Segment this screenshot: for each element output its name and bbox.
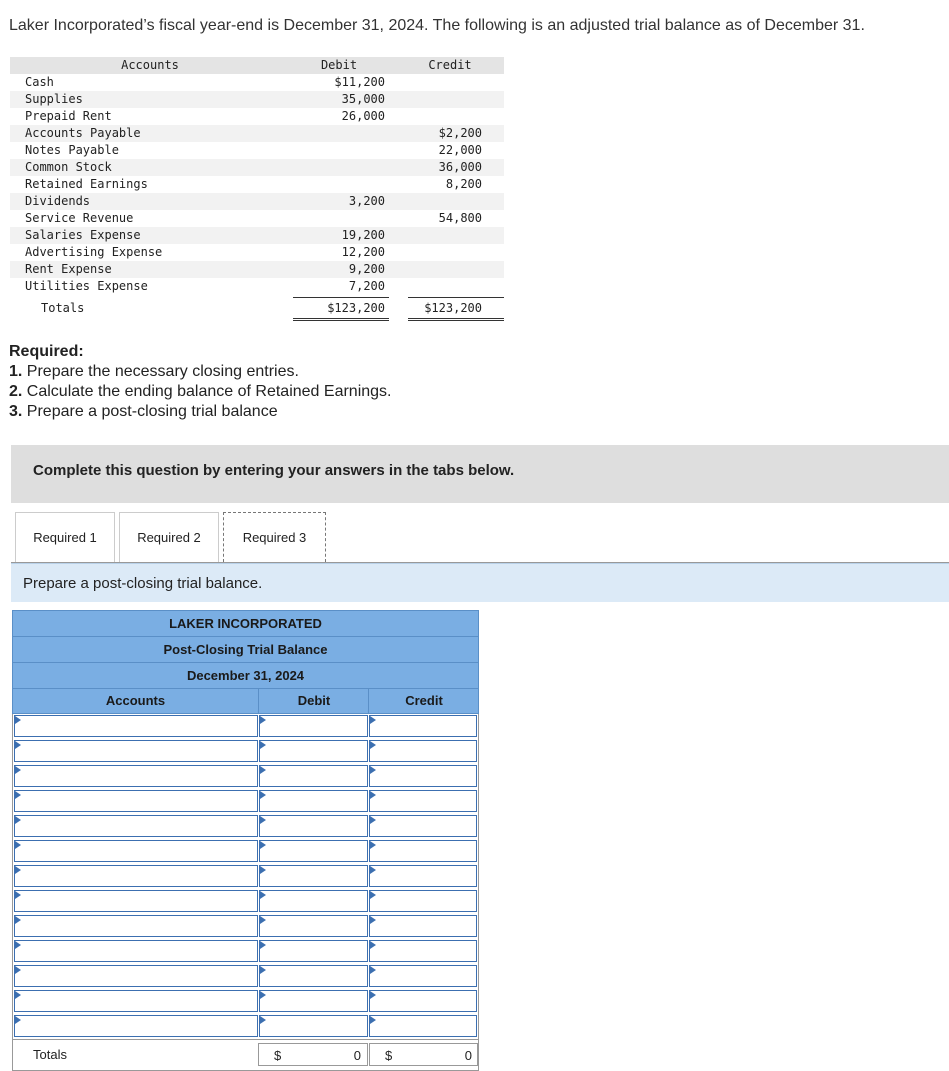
account-select-cell	[14, 990, 258, 1012]
required-section	[9, 342, 391, 422]
debit-input-cell	[259, 765, 368, 787]
debit-input[interactable]	[266, 768, 367, 786]
account-name: Retained Earnings	[25, 177, 148, 191]
debit-input-cell	[259, 840, 368, 862]
instruction-text: Prepare a post-closing trial balance.	[23, 575, 263, 592]
account-name: Service Revenue	[25, 211, 134, 225]
account-name: Rent Expense	[25, 262, 112, 276]
credit-input[interactable]	[376, 993, 476, 1011]
credit-input-cell	[369, 940, 477, 962]
trial-balance-row	[10, 261, 504, 278]
debit-input[interactable]	[266, 968, 367, 986]
credit-amount: 8,200	[445, 177, 482, 191]
debit-input[interactable]	[266, 918, 367, 936]
credit-header: Credit	[428, 58, 472, 72]
debit-amount: 3,200	[348, 194, 385, 208]
debit-input-cell	[259, 715, 368, 737]
worksheet-column-headers	[12, 688, 479, 714]
debit-input-cell	[259, 865, 368, 887]
credit-input[interactable]	[376, 968, 476, 986]
debit-input[interactable]	[266, 843, 367, 861]
trial-balance-row	[10, 125, 504, 142]
account-name: Dividends	[25, 194, 91, 208]
account-select[interactable]	[21, 968, 257, 986]
debit-amount: 35,000	[341, 92, 385, 106]
debit-total: $123,200	[327, 301, 385, 315]
worksheet-date: December 31, 2024	[12, 662, 479, 688]
totals-label: Totals	[41, 301, 85, 315]
tab-required-2[interactable]: Required 2	[119, 512, 219, 562]
debit-total-box	[258, 1043, 368, 1066]
account-select[interactable]	[21, 843, 257, 861]
trial-balance-row	[10, 74, 504, 91]
account-select-cell	[14, 765, 258, 787]
debit-amount: 9,200	[348, 262, 385, 276]
debit-input[interactable]	[266, 718, 367, 736]
worksheet-row	[12, 964, 479, 989]
credit-total: $123,200	[424, 301, 482, 315]
required-item-1: 1. Prepare the necessary closing entries.	[9, 363, 299, 380]
account-select-cell	[14, 740, 258, 762]
account-name: Utilities Expense	[25, 279, 148, 293]
account-select-cell	[14, 940, 258, 962]
credit-input[interactable]	[376, 918, 476, 936]
debit-total-value: 0	[353, 1048, 361, 1063]
debit-input[interactable]	[266, 943, 367, 961]
credit-amount: 22,000	[438, 143, 482, 157]
credit-total-box	[369, 1043, 478, 1066]
worksheet-row	[12, 914, 479, 939]
account-select[interactable]	[21, 768, 257, 786]
account-name: Notes Payable	[25, 143, 119, 157]
debit-input-cell	[259, 915, 368, 937]
credit-input-cell	[369, 765, 477, 787]
account-name: Common Stock	[25, 160, 112, 174]
debit-input-cell	[259, 740, 368, 762]
account-select-cell	[14, 915, 258, 937]
credit-input[interactable]	[376, 793, 476, 811]
worksheet-totals-row	[12, 1039, 479, 1071]
post-closing-worksheet	[12, 610, 479, 1071]
account-select[interactable]	[21, 918, 257, 936]
debit-input-cell	[259, 940, 368, 962]
credit-amount: 54,800	[438, 211, 482, 225]
accounts-column-header: Accounts	[105, 693, 166, 708]
trial-balance-row	[10, 108, 504, 125]
required-item-3: 3. Prepare a post-closing trial balance	[9, 403, 278, 420]
credit-input-cell	[369, 890, 477, 912]
credit-input-cell	[369, 965, 477, 987]
required-item-2: 2. Calculate the ending balance of Retained Earnings.	[9, 383, 392, 400]
debit-input[interactable]	[266, 868, 367, 886]
worksheet-row	[12, 789, 479, 814]
trial-balance-row	[10, 176, 504, 193]
account-select[interactable]	[21, 893, 257, 911]
credit-input-cell	[369, 1015, 477, 1037]
worksheet-row	[12, 989, 479, 1014]
trial-balance-row	[10, 278, 504, 295]
debit-input-cell	[259, 815, 368, 837]
account-select-cell	[14, 890, 258, 912]
intro-text: Laker Incorporated’s fiscal year-end is December 31, 2024. The following is an adjusted trial balance as of December 31.	[9, 17, 865, 34]
tab-required-1[interactable]: Required 1	[15, 512, 115, 562]
account-select[interactable]	[21, 793, 257, 811]
worksheet-row	[12, 839, 479, 864]
credit-input-cell	[369, 865, 477, 887]
debit-amount: $11,200	[334, 75, 385, 89]
credit-input-cell	[369, 840, 477, 862]
trial-balance-row	[10, 227, 504, 244]
credit-input[interactable]	[376, 818, 476, 836]
debit-input[interactable]	[266, 793, 367, 811]
debit-total-currency: $	[274, 1048, 282, 1063]
worksheet-row	[12, 814, 479, 839]
credit-amount: $2,200	[438, 126, 482, 140]
debit-input[interactable]	[266, 1018, 367, 1036]
debit-input-cell	[259, 965, 368, 987]
trial-balance-row	[10, 193, 504, 210]
account-select-cell	[14, 790, 258, 812]
worksheet-row	[12, 864, 479, 889]
trial-balance-row	[10, 159, 504, 176]
account-select-cell	[14, 1015, 258, 1037]
credit-input[interactable]	[376, 843, 476, 861]
worksheet-row	[12, 889, 479, 914]
debit-amount: 26,000	[341, 109, 385, 123]
tab-instruction	[11, 563, 949, 602]
worksheet-row	[12, 939, 479, 964]
account-select[interactable]	[21, 1018, 257, 1036]
worksheet-row	[12, 714, 479, 739]
trial-balance-totals	[10, 295, 504, 321]
trial-balance-row	[10, 142, 504, 159]
account-select-cell	[14, 815, 258, 837]
trial-balance-row	[10, 210, 504, 227]
debit-header: Debit	[320, 58, 358, 72]
credit-amount: 36,000	[438, 160, 482, 174]
debit-amount: 12,200	[341, 245, 385, 259]
trial-balance-row	[10, 91, 504, 108]
trial-balance-header	[10, 57, 504, 74]
debit-input[interactable]	[266, 818, 367, 836]
adjusted-trial-balance	[10, 57, 504, 321]
account-select-cell	[14, 840, 258, 862]
account-name: Cash	[25, 75, 54, 89]
worksheet-row	[12, 764, 479, 789]
debit-input[interactable]	[266, 993, 367, 1011]
credit-input-cell	[369, 815, 477, 837]
account-select-cell	[14, 715, 258, 737]
credit-input-cell	[369, 715, 477, 737]
worksheet-totals-label: Totals	[33, 1047, 67, 1062]
debit-amount: 7,200	[348, 279, 385, 293]
debit-input-cell	[259, 990, 368, 1012]
credit-input[interactable]	[376, 943, 476, 961]
credit-input[interactable]	[376, 743, 476, 761]
account-select[interactable]	[21, 743, 257, 761]
credit-input[interactable]	[376, 893, 476, 911]
credit-input-cell	[369, 990, 477, 1012]
debit-input[interactable]	[266, 743, 367, 761]
credit-input[interactable]	[376, 718, 476, 736]
account-select[interactable]	[21, 818, 257, 836]
account-name: Salaries Expense	[25, 228, 141, 242]
credit-input[interactable]	[376, 1018, 476, 1036]
credit-total-currency: $	[385, 1048, 393, 1063]
credit-column-header: Credit	[368, 689, 479, 713]
required-header: Required:	[9, 343, 84, 360]
debit-input-cell	[259, 890, 368, 912]
credit-input-cell	[369, 915, 477, 937]
account-select[interactable]	[21, 993, 257, 1011]
credit-input-cell	[369, 790, 477, 812]
instructions-banner	[11, 445, 949, 503]
account-select-cell	[14, 965, 258, 987]
debit-input-cell	[259, 1015, 368, 1037]
debit-input[interactable]	[266, 893, 367, 911]
credit-input[interactable]	[376, 768, 476, 786]
account-select-cell	[14, 865, 258, 887]
credit-input-cell	[369, 740, 477, 762]
account-select[interactable]	[21, 868, 257, 886]
worksheet-row	[12, 739, 479, 764]
debit-input-cell	[259, 790, 368, 812]
trial-balance-row	[10, 244, 504, 261]
worksheet-title: Post-Closing Trial Balance	[12, 636, 479, 662]
tab-required-3[interactable]: Required 3	[223, 512, 326, 562]
account-name: Accounts Payable	[25, 126, 141, 140]
account-name: Supplies	[25, 92, 83, 106]
account-name: Advertising Expense	[25, 245, 163, 259]
worksheet-company: LAKER INCORPORATED	[12, 610, 479, 636]
debit-column-header: Debit	[258, 689, 369, 713]
worksheet-row	[12, 1014, 479, 1039]
account-name: Prepaid Rent	[25, 109, 112, 123]
account-select[interactable]	[21, 718, 257, 736]
credit-input[interactable]	[376, 868, 476, 886]
accounts-header: Accounts	[121, 58, 179, 72]
account-select[interactable]	[21, 943, 257, 961]
banner-text: Complete this question by entering your answers in the tabs below.	[33, 462, 515, 479]
debit-amount: 19,200	[341, 228, 385, 242]
credit-total-value: 0	[464, 1048, 472, 1063]
